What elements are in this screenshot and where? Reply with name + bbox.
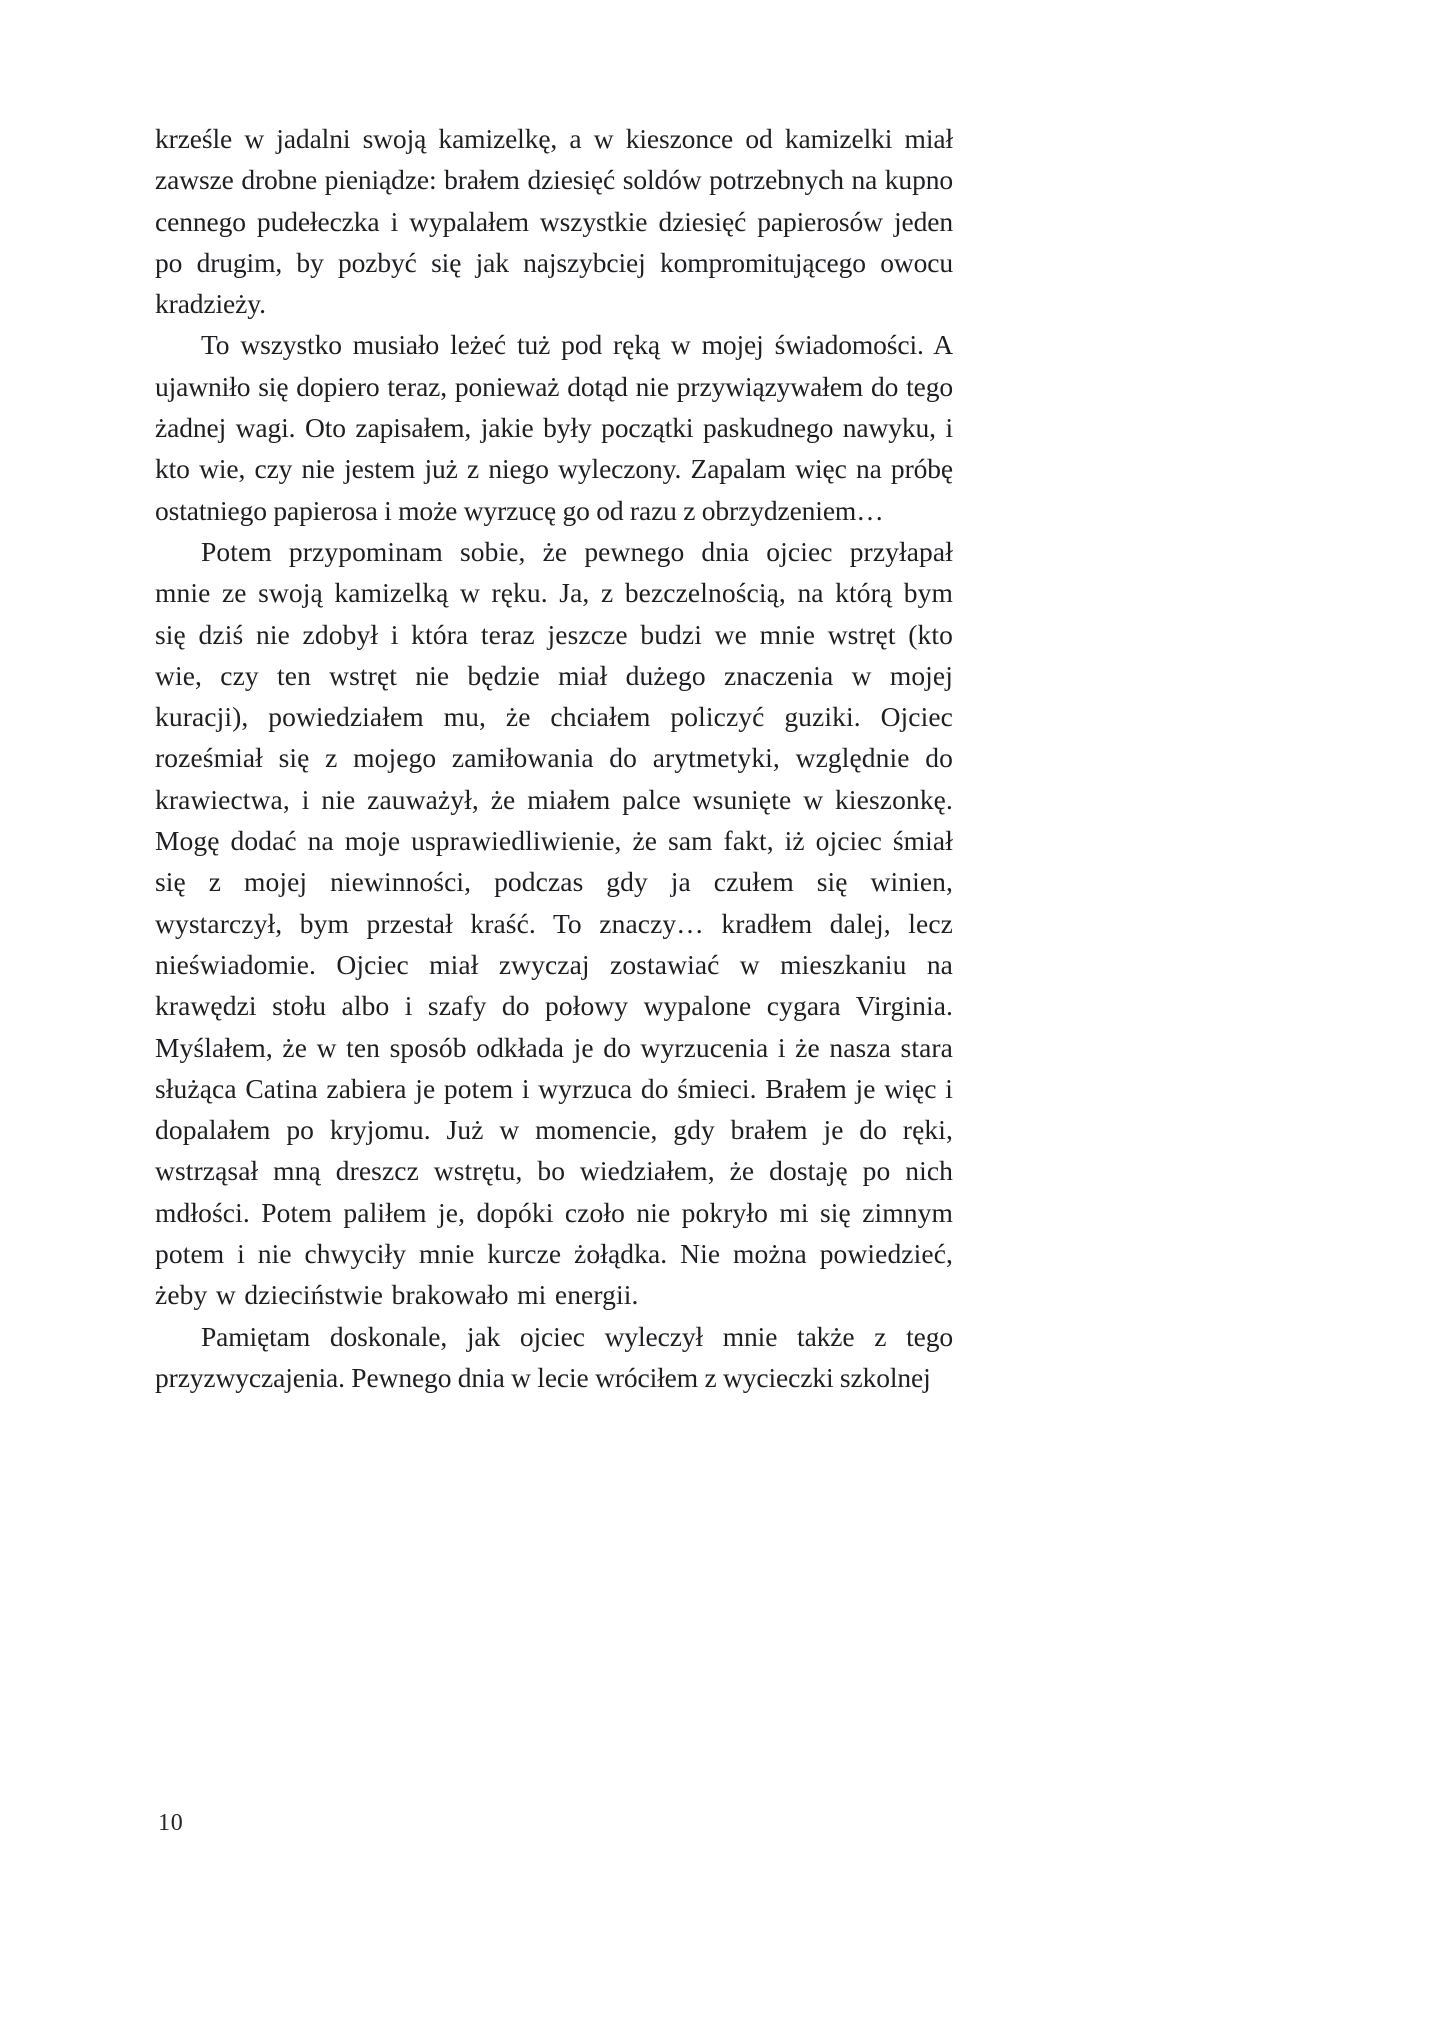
page-number: [158, 1810, 184, 1835]
paragraph-continued: krześle w jadalni swoją kamizelkę, a w kieszonce od kamizelki miał zawsze drobne pieniądze: brałem dziesięć soldów potrzebnych na kupno cennego pudełeczka i wypalałem wszystkie dziesięć papierosów jeden po drugim, by pozbyć się jak najszybciej kompromitującego owocu kradzieży.: [155, 123, 953, 320]
paragraph-3: Potem przypominam sobie, że pewnego dnia ojciec przyłapał mnie ze swoją kamizelką w ręku. Ja, z bezczelnością, na którą bym się dziś nie zdobył i która teraz jeszcze budzi we mnie wstręt (kto wie, czy ten wstręt nie będzie miał dużego znaczenia w mojej kuracji), powiedziałem mu, że chciałem policzyć guziki. Ojciec roześmiał się z mojego zamiłowania do arytmetyki, względnie do krawiectwa, i nie zauważył, że miałem palce wsunięte w kieszonkę. Mogę dodać na moje usprawiedliwienie, że sam fakt, iż ojciec śmiał się z mojej niewinności, podczas gdy ja czułem się winien, wystarczył, bym przestał kraść. To znaczy… kradłem dalej, lecz nieświadomie. Ojciec miał zwyczaj zostawiać w mieszkaniu na krawędzi stołu albo i szafy do połowy wypalone cygara Virginia. Myślałem, że w ten sposób odkłada je do wyrzucenia i że nasza stara służąca Catina zabiera je potem i wyrzuca do śmieci. Brałem je więc i dopalałem po kryjomu. Już w momencie, gdy brałem je do ręki, wstrząsał mną dreszcz wstrętu, bo wiedziałem, że dostaję po nich mdłości. Potem paliłem je, dopóki czoło nie pokryło mi się zimnym potem i nie chwyciły mnie kurcze żołądka. Nie można powiedzieć, żeby w dzieciństwie brakowało mi energii.: [155, 535, 953, 1311]
paragraph-2: To wszystko musiało leżeć tuż pod ręką w mojej świadomości. A ujawniło się dopiero teraz, ponieważ dotąd nie przywiązywałem do tego żadnej wagi. Oto zapisałem, jakie były początki paskudnego nawyku, i kto wie, czy nie jestem już z niego wyleczony. Zapalam więc na próbę ostatniego papierosa i może wyrzucę go od razu z obrzydzeniem…: [155, 329, 953, 526]
page-number-value: 10: [158, 1810, 184, 1836]
paragraph-4: Pamiętam doskonale, jak ojciec wyleczył mnie także z tego przyzwyczajenia. Pewnego dnia w lecie wróciłem z wycieczki szkolnej: [155, 1320, 953, 1393]
page-text-block: [155, 118, 953, 1398]
